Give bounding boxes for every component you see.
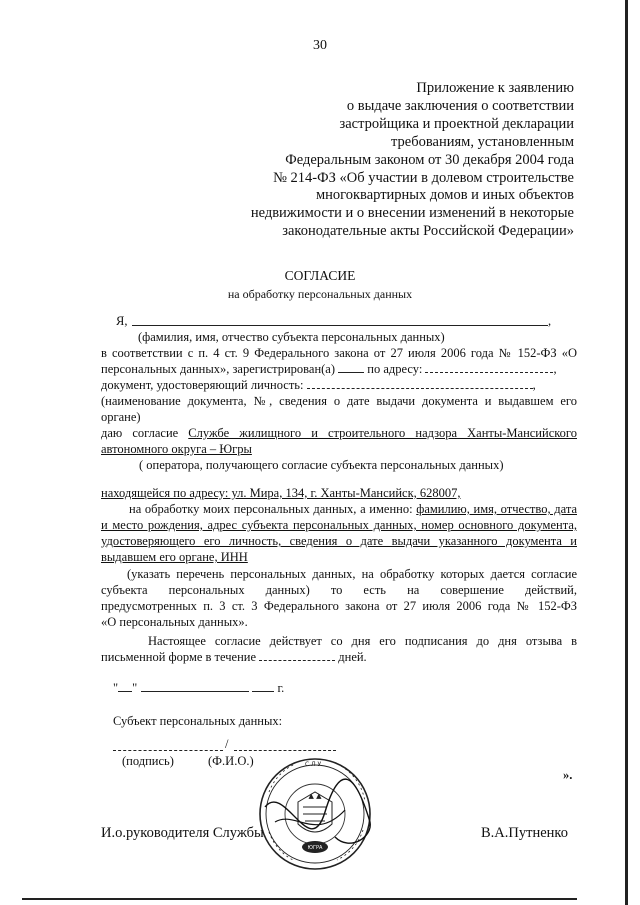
operator-address: находящейся по адресу: ул. Мира, 134, г. Ханты-Мансийск, 628007,	[101, 486, 461, 500]
ya-line	[116, 313, 127, 329]
pd-list-3: удостоверяющего его личность, сведения о дате выдачи указанного документа и	[101, 534, 577, 548]
pd-list-2: и место рождения, адрес субъекта персональных данных, номер основного документа,	[101, 518, 577, 532]
date-quote-open: "	[113, 681, 119, 695]
pd-list-4: выдавшем его органе, ИНН	[101, 550, 248, 564]
list-hint-2: субъекта персональных данных) то есть на совершение действий,	[101, 583, 577, 597]
doc-end: ,	[532, 378, 536, 392]
consent-line-text	[101, 425, 577, 441]
date-quote-close: "	[132, 681, 138, 695]
official-stamp-icon	[255, 752, 385, 876]
pd-list-line-3	[101, 533, 577, 549]
operator-name-1: Службе жилищного и строительного надзора Ханты-Мансийского	[188, 426, 577, 440]
list-hint-4: «О персональных данных».	[101, 615, 248, 629]
doc-line	[101, 377, 536, 393]
validity-line-1	[148, 633, 577, 649]
svg-text:▲ ▲: ▲ ▲	[308, 792, 322, 800]
scan-edge-line	[625, 0, 628, 905]
appendix-line: многоквартирных домов и иных объектов	[315, 187, 574, 204]
document-title: СОГЛАСИЕ	[284, 268, 356, 283]
svg-text:ЮГРА: ЮГРА	[307, 845, 323, 851]
doc-hint-2: органе)	[101, 410, 141, 424]
doc-hint-1-text: (наименование документа, №, сведения о дате выдачи документа и выдавшем его	[101, 394, 577, 408]
scan-bottom-line	[22, 898, 577, 900]
subject-label: Субъект персональных данных:	[113, 714, 283, 728]
doc-hint-1	[101, 393, 577, 409]
doc-blank	[307, 377, 533, 389]
appendix-line: недвижимости и о внесении изменений в некоторые	[250, 205, 574, 222]
address-blank	[425, 361, 553, 373]
closing-quote: ».	[563, 768, 573, 782]
list-hint-line-1	[127, 566, 577, 582]
signature-hint: (подпись)	[122, 754, 174, 768]
validity-line-2	[101, 649, 367, 665]
law-line-1	[101, 345, 577, 361]
page-number: 30	[313, 38, 327, 53]
processing-label: на обработку моих персональных данных, а именно:	[129, 502, 417, 516]
date-month-blank	[141, 680, 249, 692]
list-hint-line-2	[101, 582, 577, 598]
address-end: ,	[553, 362, 557, 376]
date-year-blank	[252, 680, 274, 692]
signature-slash: /	[225, 737, 229, 751]
operator-hint: ( оператора, получающего согласие субъекта персональных данных)	[139, 458, 504, 472]
fio-short-hint: (Ф.И.О.)	[208, 754, 254, 768]
signature-blank	[113, 744, 223, 751]
appendix-block	[251, 80, 574, 241]
doc-label: документ, удостоверяющий личность:	[101, 378, 304, 392]
ya-end: ,	[548, 314, 552, 328]
appendix-line: застройщика и проектной декларации	[339, 115, 574, 132]
appendix-line: Приложение к заявлению	[416, 80, 574, 96]
svg-text:С Л У: С Л У	[305, 761, 322, 768]
validity-days-label: дней.	[338, 650, 367, 664]
processing-line-text	[129, 501, 577, 517]
validity-days-blank	[259, 649, 335, 661]
processing-line	[129, 501, 577, 517]
ya-label: Я,	[116, 314, 128, 328]
date-year-label: г.	[277, 681, 285, 695]
fio-short-blank	[234, 744, 336, 751]
date-line	[113, 680, 284, 696]
fio-hint: (фамилия, имя, отчество субъекта персональных данных)	[138, 330, 445, 344]
address-label: по адресу:	[367, 362, 423, 376]
consent-line	[101, 425, 577, 441]
appendix-line: № 214-ФЗ «Об участии в долевом строительстве	[273, 169, 574, 186]
appendix-line: требованиям, установленным	[391, 133, 574, 150]
law-line-2	[101, 361, 557, 377]
list-hint-3: предусмотренных п. 3 ст. 3 Федерального закона от 27 июля 2006 года № 152-ФЗ	[101, 599, 577, 613]
document-subtitle: на обработку персональных данных	[227, 287, 413, 301]
validity-term-label: письменной форме в течение	[101, 650, 257, 664]
list-hint-line-3	[101, 598, 577, 614]
validity-1: Настоящее согласие действует со дня его подписания до дня отзыва в	[148, 634, 577, 648]
footer-position: И.о.руководителя Службы	[101, 825, 264, 841]
appendix-line: Федеральным законом от 30 декабря 2004 года	[285, 151, 574, 168]
list-hint-1: (указать перечень персональных данных, на обработку которых дается согласие	[127, 567, 577, 581]
registered-label: персональных данных», зарегистрирован(а)	[101, 362, 336, 376]
fio-blank	[132, 313, 548, 326]
law-line-1-text: в соответствии с п. 4 ст. 9 Федерального закона от 27 июля 2006 года № 152-ФЗ «О	[101, 346, 577, 360]
pd-list-1: фамилию, имя, отчество, дата	[416, 502, 577, 516]
appendix-line: законодательные акты Российской Федерации»	[282, 223, 574, 240]
footer-name: В.А.Путненко	[481, 825, 568, 841]
operator-name-2: автономного округа – Югры	[101, 442, 252, 456]
consent-label: даю согласие	[101, 426, 189, 440]
appendix-line: о выдаче заключения о соответствии	[346, 97, 574, 114]
pd-list-line-2	[101, 517, 577, 533]
registered-blank	[338, 361, 364, 373]
date-day-blank	[118, 680, 132, 692]
